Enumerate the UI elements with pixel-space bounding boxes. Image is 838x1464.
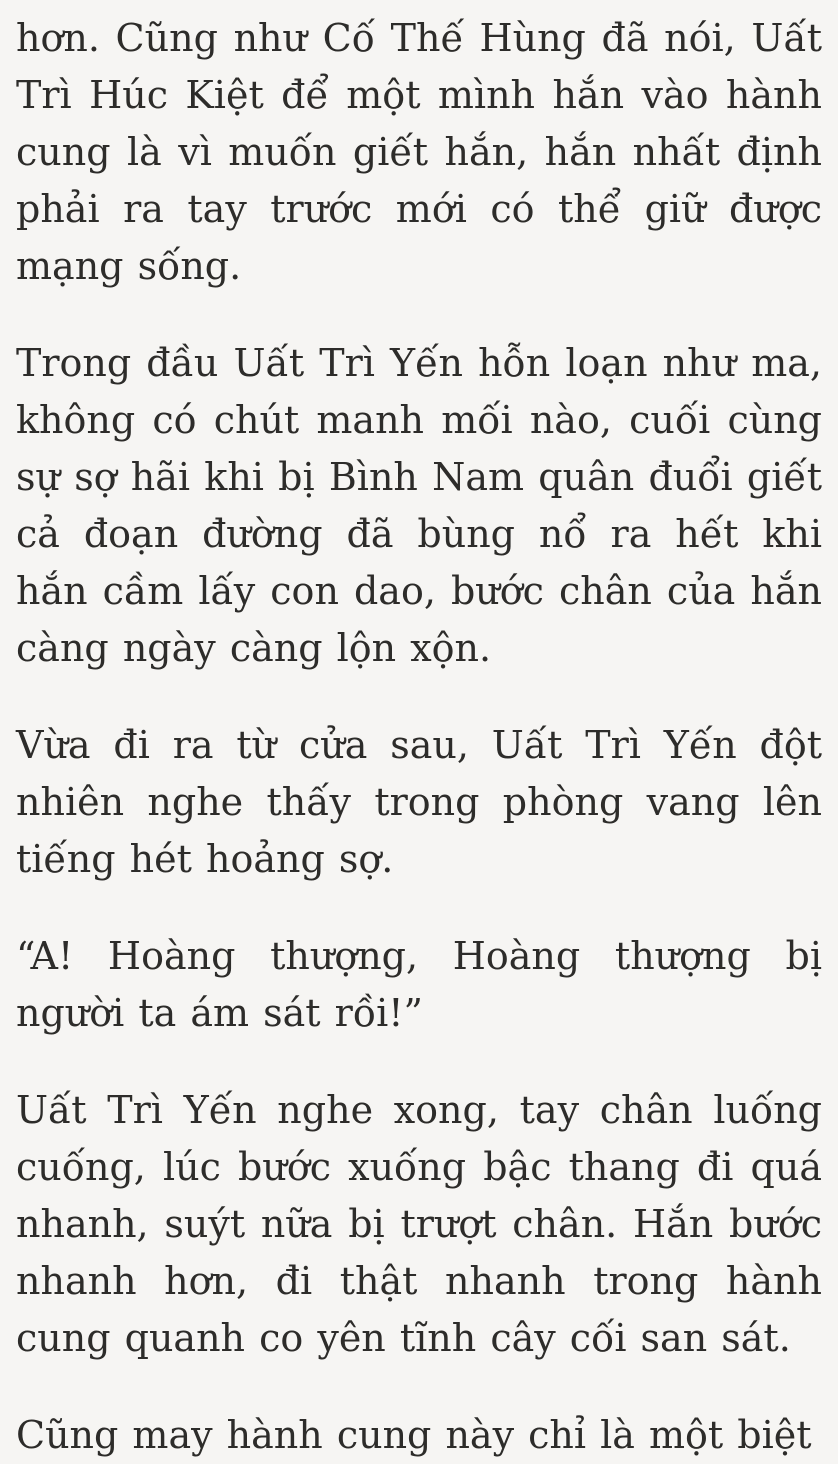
- paragraph: hơn. Cũng như Cố Thế Hùng đã nói, Uất Trì Húc Kiệt để một mình hắn vào hành cung là vì muốn giết hắn, hắn nhất định phải ra tay trước mới có thể giữ được mạng sống.: [16, 16, 822, 288]
- paragraph: Vừa đi ra từ cửa sau, Uất Trì Yến đột nhiên nghe thấy trong phòng vang lên tiếng hét hoảng sợ.: [16, 723, 822, 881]
- paragraph: Cũng may hành cung này chỉ là một biệt: [16, 1413, 812, 1457]
- paragraph: “A! Hoàng thượng, Hoàng thượng bị người ta ám sát rồi!”: [16, 934, 822, 1035]
- paragraph: Uất Trì Yến nghe xong, tay chân luống cuống, lúc bước xuống bậc thang đi quá nhanh, suýt nữa bị trượt chân. Hắn bước nhanh hơn, đi thật nhanh trong hành cung quanh co yên tĩnh cây cối san sát.: [16, 1088, 822, 1360]
- paragraph: Trong đầu Uất Trì Yến hỗn loạn như ma, không có chút manh mối nào, cuối cùng sự sợ hãi khi bị Bình Nam quân đuổi giết cả đoạn đường đã bùng nổ ra hết khi hắn cầm lấy con dao, bước chân của hắn càng ngày càng lộn xộn.: [16, 341, 822, 670]
